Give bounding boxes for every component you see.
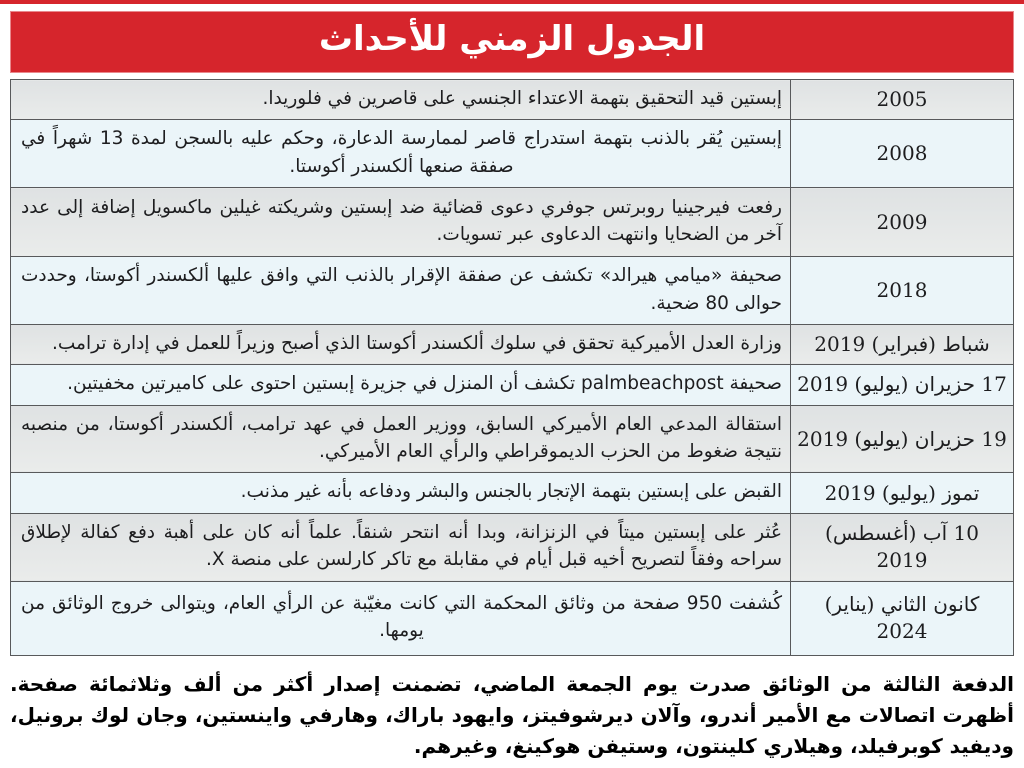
top-red-strip bbox=[0, 0, 1024, 4]
date-cell: 2018 bbox=[791, 257, 1014, 325]
event-cell: رفعت فيرجينيا روبرتس جوفري دعوى قضائية ضد إبستين وشريكته غيلين ماكسويل إضافة إلى عدد آخر من الضحايا وانتهت الدعاوى عبر تسويات. bbox=[11, 188, 791, 257]
footer-summary-paragraph: الدفعة الثالثة من الوثائق صدرت يوم الجمعة الماضي، تضمنت إصدار أكثر من ألف وثلاثمائة صفحة. أظهرت اتصالات مع الأمير أندرو، وآلان ديرشوفيتز، وايهود باراك، وهارفي واينستين، وجان لوك برونيل، وديفيد كوبرفيلد، وهيلاري كلينتون، وستيفن هوكينغ، وغيرهم. bbox=[10, 671, 1014, 758]
date-cell: 2008 bbox=[791, 120, 1014, 188]
date-cell: 17 حزيران (يوليو) 2019 bbox=[791, 365, 1014, 405]
event-cell: كُشفت 950 صفحة من وثائق المحكمة التي كانت مغيّبة عن الرأي العام، ويتوالى خروج الوثائق من يومها. bbox=[11, 581, 791, 655]
event-cell: استقالة المدعي العام الأميركي السابق، ووزير العمل في عهد ترامب، ألكسندر أكوستا، من منصبه نتيجة ضغوط من الحزب الديموقراطي والرأي العام الأميركي. bbox=[11, 405, 791, 473]
date-cell: تموز (يوليو) 2019 bbox=[791, 473, 1014, 513]
table-row bbox=[11, 324, 1014, 364]
date-cell: 19 حزيران (يوليو) 2019 bbox=[791, 405, 1014, 473]
date-cell: شباط (فبراير) 2019 bbox=[791, 324, 1014, 364]
table-row bbox=[11, 513, 1014, 581]
event-cell: صحيفة palmbeachpost تكشف أن المنزل في جزيرة إبستين احتوى على كاميرتين مخفيتين. bbox=[11, 365, 791, 405]
table-row bbox=[11, 405, 1014, 473]
table-row bbox=[11, 473, 1014, 513]
table-row bbox=[11, 257, 1014, 325]
table-row bbox=[11, 120, 1014, 188]
event-cell: وزارة العدل الأميركية تحقق في سلوك ألكسندر أكوستا الذي أصبح وزيراً للعمل في إدارة ترامب. bbox=[11, 324, 791, 364]
event-cell: عُثر على إبستين ميتاً في الزنزانة، وبدا أنه انتحر شنقاً. علماً أنه كان على أهبة دفع كفالة لإطلاق سراحه وفقاً لتصريح أخيه قبل أيام في مقابلة مع تاكر كارلسن على منصة X. bbox=[11, 513, 791, 581]
page-title: الجدول الزمني للأحداث bbox=[318, 19, 706, 59]
table-row bbox=[11, 365, 1014, 405]
date-cell: 10 آب (أغسطس) 2019 bbox=[791, 513, 1014, 581]
header-banner bbox=[10, 11, 1014, 73]
event-cell: إبستين قيد التحقيق بتهمة الاعتداء الجنسي على قاصرين في فلوريدا. bbox=[11, 80, 791, 120]
event-cell: صحيفة «ميامي هيرالد» تكشف عن صفقة الإقرار بالذنب التي وافق عليها ألكسندر أكوستا، وحددت حوالى 80 ضحية. bbox=[11, 257, 791, 325]
date-cell: 2009 bbox=[791, 188, 1014, 257]
date-cell: 2005 bbox=[791, 80, 1014, 120]
table-row bbox=[11, 80, 1014, 120]
date-cell: كانون الثاني (يناير) 2024 bbox=[791, 581, 1014, 655]
events-timeline-table bbox=[10, 79, 1014, 656]
event-cell: القبض على إبستين بتهمة الإتجار بالجنس والبشر ودفاعه بأنه غير مذنب. bbox=[11, 473, 791, 513]
event-cell: إبستين يُقر بالذنب بتهمة استدراج قاصر لممارسة الدعارة، وحكم عليه بالسجن لمدة 13 شهراً في صفقة صنعها ألكسندر أكوستا. bbox=[11, 120, 791, 188]
table-row bbox=[11, 188, 1014, 257]
table-row bbox=[11, 581, 1014, 655]
